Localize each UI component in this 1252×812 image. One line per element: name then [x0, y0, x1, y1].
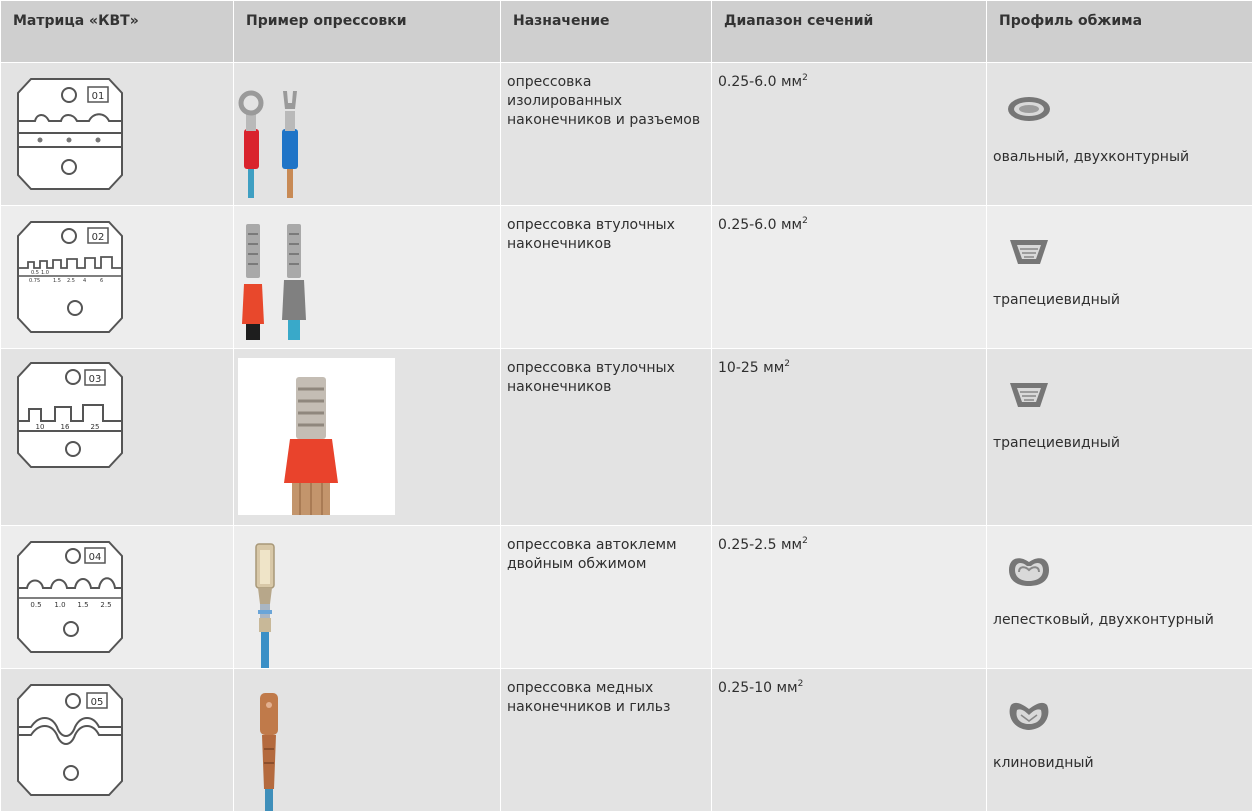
- die-mark: 10: [36, 423, 45, 431]
- ferrule-closeup-icon: [234, 349, 501, 525]
- wedge-profile-icon: [1005, 699, 1053, 733]
- column-header-purpose: Назначение: [501, 1, 712, 63]
- die-number-label: 01: [92, 91, 105, 102]
- example-cell: [234, 63, 501, 206]
- column-header-die: Матрица «КВТ»: [1, 1, 234, 63]
- die-cell: [1, 349, 234, 526]
- range-cell: [712, 349, 987, 526]
- profile-cell: [987, 349, 1252, 526]
- column-header-example: Пример опрессовки: [234, 1, 501, 63]
- table-row: [1, 669, 1252, 812]
- profile-label: трапециевидный: [993, 434, 1120, 453]
- die-mark: 4: [83, 278, 86, 284]
- copper-lug-terminal-icon: [234, 669, 501, 811]
- table-header-row: [1, 1, 1252, 63]
- profile-label: клиновидный: [993, 754, 1094, 773]
- range-cell: [712, 669, 987, 812]
- die-mark: 25: [91, 423, 100, 431]
- trapezoid-profile-icon: [1005, 379, 1053, 411]
- die-number-label: 02: [92, 232, 105, 243]
- purpose-cell: опрессовка втулочных наконечников: [501, 206, 712, 349]
- range-cell: [712, 526, 987, 669]
- ring-and-fork-terminal-icon: [234, 63, 501, 205]
- die-cell: [1, 526, 234, 669]
- die-mark: 0.5: [30, 601, 41, 609]
- die-cell: [1, 206, 234, 349]
- purpose-cell: опрессовка втулочных наконечников: [501, 349, 712, 526]
- profile-cell: [987, 669, 1252, 812]
- range-cell: [712, 206, 987, 349]
- table-row: [1, 526, 1252, 669]
- die-mark: 1.5: [77, 601, 88, 609]
- die-mark: 2.5: [100, 601, 111, 609]
- oval-double-profile-icon: [1005, 93, 1053, 125]
- die-mark: 6: [100, 278, 103, 284]
- purpose-cell: опрессовка автоклемм двойным обжимом: [501, 526, 712, 669]
- die-number-label: 03: [89, 374, 102, 385]
- die-mark: 0.75: [29, 278, 40, 284]
- range-value: 0.25-2.5 мм: [718, 537, 802, 553]
- range-superscript: 2: [802, 73, 808, 83]
- die-mark: 0.5: [31, 270, 39, 276]
- example-cell: [234, 349, 501, 526]
- die-mark: 1.0: [41, 270, 49, 276]
- range-superscript: 2: [802, 536, 808, 546]
- range-cell: [712, 63, 987, 206]
- profile-label: овальный, двухконтурный: [993, 148, 1189, 167]
- table-row: [1, 63, 1252, 206]
- die-mark: 1.0: [54, 601, 65, 609]
- die-mark: 16: [61, 423, 70, 431]
- range-value: 0.25-6.0 мм: [718, 217, 802, 233]
- die-number-label: 05: [91, 697, 104, 708]
- profile-cell: [987, 63, 1252, 206]
- range-value: 0.25-10 мм: [718, 680, 798, 696]
- profile-label: трапециевидный: [993, 291, 1120, 310]
- die-mark: 1.5: [53, 278, 61, 284]
- example-cell: [234, 206, 501, 349]
- ferrule-terminal-icon: [234, 206, 501, 348]
- die-cell: [1, 669, 234, 812]
- die-number-label: 04: [89, 552, 102, 563]
- example-cell: [234, 669, 501, 812]
- petal-double-profile-icon: [1005, 552, 1053, 588]
- flat-female-terminal-icon: [234, 526, 501, 668]
- crimp-die-03-icon: [1, 349, 234, 525]
- range-superscript: 2: [798, 679, 804, 689]
- profile-cell: [987, 526, 1252, 669]
- profile-cell: [987, 206, 1252, 349]
- table-row: [1, 349, 1252, 526]
- crimp-die-01-icon: [1, 63, 234, 205]
- die-mark: 2.5: [67, 278, 75, 284]
- purpose-cell: опрессовка медных наконечников и гильз: [501, 669, 712, 812]
- crimp-die-04-icon: [1, 526, 234, 668]
- crimp-die-02-icon: [1, 206, 234, 348]
- column-header-profile: Профиль обжима: [987, 1, 1252, 63]
- crimp-die-05-icon: [1, 669, 234, 811]
- range-superscript: 2: [802, 216, 808, 226]
- column-header-range: Диапазон сечений: [712, 1, 987, 63]
- die-cell: [1, 63, 234, 206]
- range-value: 10-25 мм: [718, 360, 784, 376]
- table-row: [1, 206, 1252, 349]
- trapezoid-profile-icon: [1005, 236, 1053, 268]
- range-value: 0.25-6.0 мм: [718, 74, 802, 90]
- example-cell: [234, 526, 501, 669]
- range-superscript: 2: [784, 359, 790, 369]
- purpose-cell: опрессовка изолированных наконечников и разъемов: [501, 63, 712, 206]
- profile-label: лепестковый, двухконтурный: [993, 611, 1214, 630]
